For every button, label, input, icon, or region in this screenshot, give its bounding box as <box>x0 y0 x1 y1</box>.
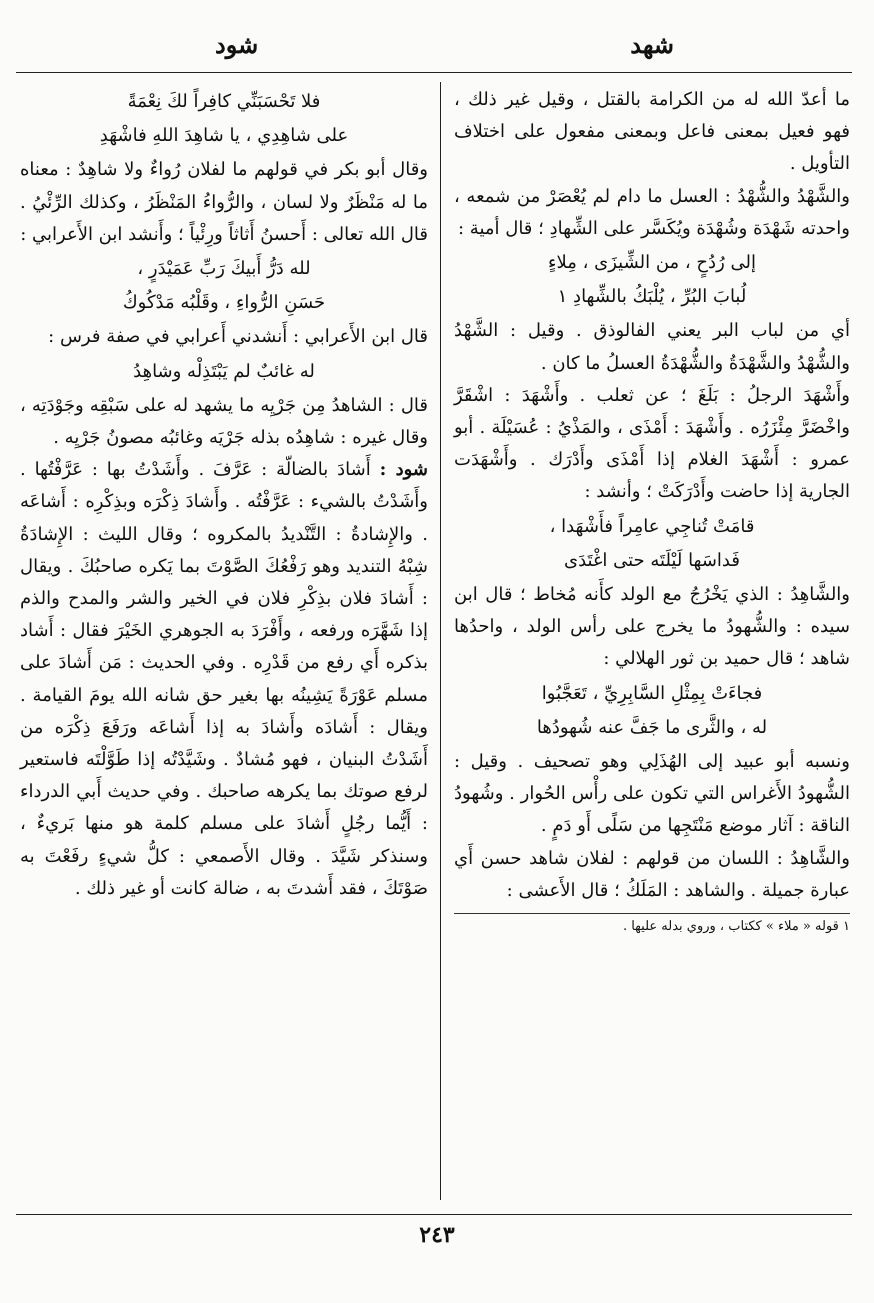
header-rule <box>16 72 852 73</box>
paragraph: قال : الشاهدُ مِن جَرْيِه ما يشهد له على سَبْقِه وجَوْدَتِه ، وقال غيره : شاهِدُه بذله جَرْيَه وغائبُه مصونُ جَرْيِه . <box>20 394 428 449</box>
paragraph: أي من لباب البر يعني الفالوذق . وقيل : الشَّهْدُ والشُّهْدُ والشَّهْدَةُ والشُّهْدَةُ العسلُ ما كان . <box>454 320 850 374</box>
verse-line: لله دَرُّ أَبيكَ رَبِّ عَمَيْدَرٍ ، <box>137 258 311 280</box>
paragraph: والشَّاهِدُ : الذي يَخْرُجُ مع الولد كأَنه مُخاط ؛ قال ابن سيده : والشُّهودُ ما يخرج على رأس الولد ، واحدُها شاهد ؛ قال حميد بن ثور الهلالي : <box>454 584 850 670</box>
verse-line: حَسَنِ الرُّواءِ ، وقَلْبُه مَدْكُوكُ <box>122 292 326 314</box>
paragraph: وأَشْهَدَ الرجلُ : بَلَغَ ؛ عن ثعلب . وأَشْهَدَ : اشْقَرَّ واخْضَرَّ مِئْزَرُه . وأَشْهَدَ : أَمْذَى ، والمَذْيُ : عُسَيْلَة . أبو عمرو : أَشْهَدَ الغلام إذا أَمْذَى وأَدْرَك . وأَشْهَدَت الجارية إذا حاضت وأَدْرَكَتْ ؛ وأنشد : <box>454 384 850 503</box>
paragraph: ما أعدّ الله له من الكرامة بالقتل ، وقيل غير ذلك ، فهو فعيل بمعنى فاعل وبمعنى مفعول على اختلاف التأويل . <box>454 89 850 175</box>
verse-line: له غائبٌ لم يَبْتَذِلْه وشاهِدُ <box>133 360 315 382</box>
footnote: ١ قوله « ملاء » ككتاب ، وروي بدله عليها . <box>622 919 850 935</box>
verse-line: فَداسَها لَيْلَتَه حتى اغْتَدَى <box>564 549 740 571</box>
verse-line: فلا تَحْسَبَنِّي كافِراً لكَ نِعْمَةً <box>127 91 321 112</box>
paragraph: والشَّهْدُ والشُّهْدُ : العسل ما دام لم يُعْصَرْ من شمعه ، واحدته شَهْدَة وشُهْدَة ويُكَسَّر على الشِّهادِ ؛ قال أمية : <box>454 185 850 239</box>
verse-line: إلى رُدُحٍ ، من الشِّيزَى ، مِلاءٍ <box>548 252 756 274</box>
footnote-separator <box>454 913 850 914</box>
page-number: ٢٤٣ <box>419 1222 455 1248</box>
verse-line: على شاهِدِي ، يا شاهِدَ اللهِ فاشْهَدِ <box>99 125 349 147</box>
right-column <box>454 84 850 938</box>
paragraph: وقال أبو بكر في قولهم ما لفلان رُواءٌ ولا شاهِدٌ : معناه ما له مَنْظَرٌ ولا لسان ، والرُّواءُ المَنْظَرُ ، وكذلك الرِّئْيُ . قال الله تعالى : أَحسنُ أَثاثاً ورِئْياً ؛ وأَنشد ابن الأَعرابي : <box>20 159 428 245</box>
running-header-right: شهد <box>630 30 674 59</box>
entry-paragraph <box>20 454 428 905</box>
paragraph: قال ابن الأَعرابي : أَنشدني أَعرابي في صفة فرس : <box>48 326 428 348</box>
entry-text: أَشادَ بالضالّة : عَرَّفَ . وأَشَدْتُ بها : عَرَّفْتُها . وأَشَدْتُ بالشيء : عَرَّفْتُه . وأَشادَ ذِكْرَه وبذِكْرِه : أَشاعَه . والإِشادةُ : التَّنْديدُ بالمكروه ؛ وقال الليث : الإِشادَةُ شِبْهُ التنديد وهو رَفْعُكَ الصَّوْتَ بما يَكره صاحبُكَ . ويقال : أَشادَ فلان بذِكْرِ فلان في الخير والشر والمدح والذم إذا شَهَّرَه ورفعه ، وأَفْرَدَ به الجوهري الخَيْرَ فقال : أَشاد بذكره أَي رفع من قَدْرِه . وفي الحديث : مَن أَشادَ على مسلم عَوْرَةً يَشِينُه بها بغير حق شانه الله يومَ القيامة . ويقال : أَشادَه وأَشادَ به إذا أَشاعَه ورَفَعَ ذِكْرَه من أَشَدْتُ البنيان ، فهو مُشادٌ . وشَيَّدْتُه إذا طَوَّلْتَه فاستعير لرفع صوتك بما يكرهه صاحبك . وفي حديث أَبي الدرداء : أَيُّما رجُلٍ أَشادَ على مسلم كلمة هو منها بَريءٌ ، وسنذكر شَيَّدَ . وقال الأَصمعي : كلُّ شيءٍ رفَعْتَ به صَوْتَكَ ، فقد أَشدتَ به ، ضالة كانت أو غير ذلك . <box>20 459 428 899</box>
verse-line: فجاءَتْ بِمِثْلِ السَّابِرِيِّ ، تَعَجَّبُوا <box>541 682 763 704</box>
verse-line: قامَتْ تُناجِي عامِراً فأَشْهَدا ، <box>549 515 755 537</box>
footer-rule <box>16 1214 852 1215</box>
running-header-left: شود <box>215 30 259 59</box>
entry-headword: شود : <box>379 459 428 481</box>
paragraph: ونسبه أبو عبيد إلى الهُذَلِي وهو تصحيف . وقيل : الشُّهودُ الأَغراس التي تكون على رأْس الحُوار . وشُهودُ الناقة : آثار موضع مَنْتَجِها من سَلًى أَو دَمٍ . <box>454 751 850 837</box>
column-divider <box>440 82 441 1200</box>
verse-line: له ، والثَّرى ما جَفَّ عنه شُهودُها <box>536 716 768 738</box>
paragraph: والشَّاهِدُ : اللسان من قولهم : لفلان شاهد حسن أَي عبارة جميلة . والشاهد : المَلَكُ ؛ قال الأَعشى : <box>454 847 850 901</box>
verse-line: لُبابَ البُرِّ ، يُلْبَكُ بالشِّهادِ ١ <box>557 286 747 308</box>
left-column <box>20 84 428 905</box>
